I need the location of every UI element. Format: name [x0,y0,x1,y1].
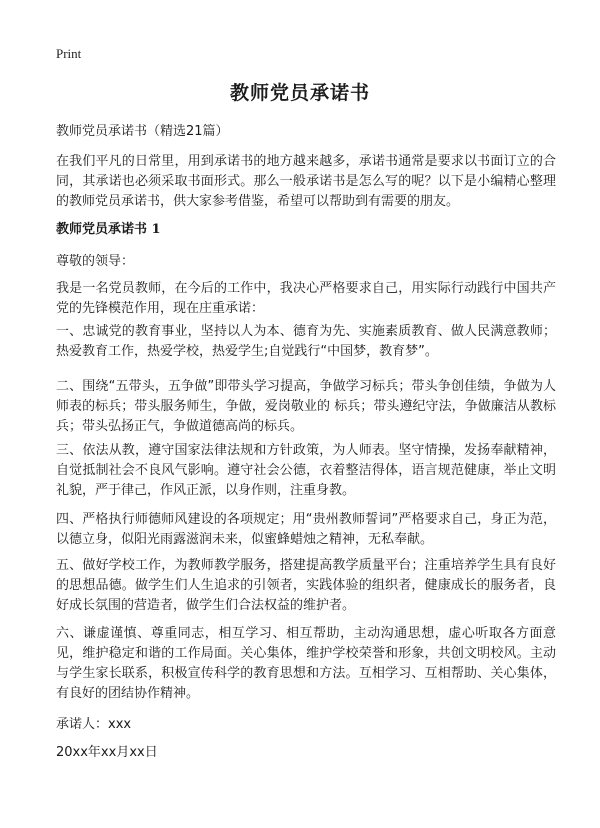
document-subtitle: 教师党员承诺书（精选21篇） [56,124,229,139]
greeting: 尊敬的领导： [56,254,135,269]
body-paragraph-6: 六、谦虚谨慎、尊重同志，相互学习、相互帮助，主动沟通思想，虚心听取各方面意见，维护稳定和谐的工作局面。关心集体，维护学校荣誉和形象，共创文明校风。主动与学生家长联系，积极宣传科学的教育思想和方法。互相学习、互相帮助、关心集体，有良好的团结协作精神。 [56,626,556,701]
body-paragraph-1: 一、忠诚党的教育事业，坚持以人为本、德育为先、实施素质教育、做人民满意教师；热爱教育工作，热爱学校，热爱学生;自觉践行“中国梦，教育梦”。 [56,324,556,359]
body-paragraph-5: 五、做好学校工作，为教师教学服务，搭建提高教学质量平台；注重培养学生具有良好的思想品德。做学生们人生追求的引领者，实践体验的组织者，健康成长的服务者，良好成长氛围的营造者，做学生们合法权益的维护者。 [56,558,556,613]
date-line: 20xx年xx月xx日 [56,745,158,760]
body-paragraph-2: 二、围绕“五带头，五争做”即带头学习提高，争做学习标兵；带头争创佳绩，争做为人师表的标兵；带头服务师生，争做，爱岗敬业的 标兵；带头遵纪守法，争做廉洁从教标兵；带头弘扬正气，争做道德高尚的标兵。 [56,379,556,434]
section-heading: 教师党员承诺书 1 [56,222,161,237]
body-paragraph-3: 三、依法从教，遵守国家法律法规和方针政策，为人师表。坚守情操，发扬奉献精神，自觉抵制社会不良风气影响。遵守社会公德，衣着整洁得体，语言规范健康，举止文明礼貌，严于律己，作风正派，以身作则，注重身教。 [56,443,556,498]
document-title: 教师党员承诺书 [229,82,370,104]
signer-line: 承诺人：xxx [56,717,132,732]
intro-paragraph: 在我们平凡的日常里，用到承诺书的地方越来越多，承诺书通常是要求以书面订立的合同，其承诺也必须采取书面形式。那么一般承诺书是怎么写的呢？以下是小编精心整理的教师党员承诺书，供大家参考借鉴，希望可以帮助到有需要的朋友。 [56,154,556,209]
body-paragraph-4: 四、严格执行师德师风建设的各项规定；用“贵州教师誓词”严格要求自己，身正为范，以德立身，似阳光雨露滋润未来，似蜜蜂蜡烛之精神，无私奉献。 [56,512,556,547]
body-paragraph-pledge: 我是一名党员教师，在今后的工作中，我决心严格要求自己，用实际行动践行中国共产党的先锋模范作用，现在庄重承诺： [56,281,556,316]
print-link[interactable]: Print [56,46,82,61]
